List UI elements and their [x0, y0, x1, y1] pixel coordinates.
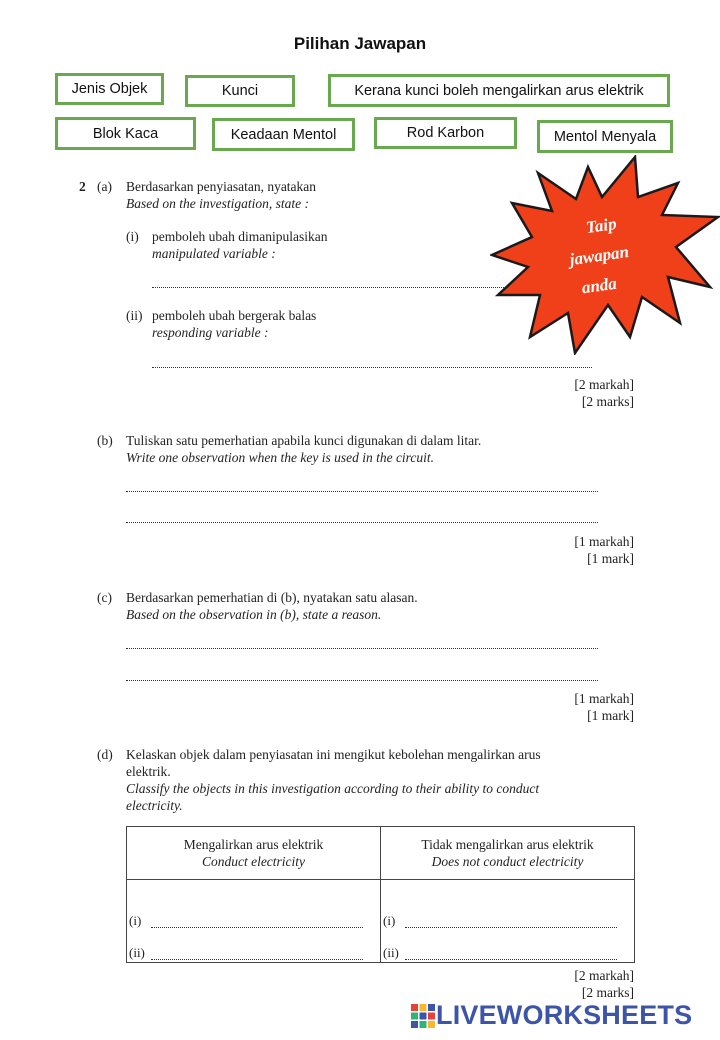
liveworksheets-icon [410, 1003, 436, 1029]
marks-c-ms: [1 markah] [574, 691, 634, 706]
liveworksheets-wordmark: LIVEWORKSHEETS [436, 1000, 693, 1030]
marks-c [574, 690, 634, 724]
marks-b-ms: [1 markah] [574, 534, 634, 549]
part-d-text-ms-1: Kelaskan objek dalam penyiasatan ini mengikut kebolehan mengalirkan arus [126, 747, 541, 762]
answer-choice-mentol-menyala[interactable]: Mentol Menyala [537, 120, 673, 153]
answer-line-c-1[interactable] [126, 648, 598, 649]
answer-choice-keadaan-mentol[interactable]: Keadaan Mentol [212, 118, 355, 151]
part-a-ii-label: (ii) [126, 308, 143, 323]
answer-choice-kunci[interactable]: Kunci [185, 75, 295, 107]
liveworksheets-logo [410, 1000, 692, 1031]
part-d-text-en-1: Classify the objects in this investigation according to their ability to conduct [126, 781, 540, 796]
answer-choice-rod-karbon[interactable]: Rod Karbon [374, 117, 517, 149]
part-a-text-en: Based on the investigation, state : [126, 196, 309, 211]
part-c-text-ms: Berdasarkan pemerhatian di (b), nyatakan satu alasan. [126, 590, 418, 605]
marks-b [574, 533, 634, 567]
stamp-line-3: anda [580, 273, 618, 298]
not-conduct-answers-cell [381, 880, 635, 963]
part-a-ii-text-en: responding variable : [152, 325, 269, 340]
col-conduct-en: Conduct electricity [201, 854, 306, 869]
part-a-ii-text-ms: pemboleh ubah bergerak balas [152, 308, 317, 323]
answer-line-a-i[interactable] [152, 287, 532, 288]
row-i-label: (i) [129, 913, 142, 928]
page-title: Pilihan Jawapan [293, 34, 427, 53]
answer-line-a-ii[interactable] [152, 367, 592, 368]
marks-d-en: [2 marks] [581, 985, 634, 1000]
part-d-label: (d) [97, 747, 113, 762]
marks-d-ms: [2 markah] [574, 968, 634, 983]
col-not-conduct-header [381, 827, 635, 880]
col-not-conduct-ms: Tidak mengalirkan arus elektrik [421, 837, 594, 852]
marks-a [574, 376, 634, 410]
answer-line-d-conduct-ii[interactable] [151, 959, 363, 960]
answer-line-b-2[interactable] [126, 522, 598, 523]
part-a-text-ms: Berdasarkan penyiasatan, nyatakan [126, 179, 317, 194]
type-answer-starburst [490, 155, 720, 355]
part-c-text-en: Based on the observation in (b), state a reason. [126, 607, 382, 622]
conduct-answers-cell [127, 880, 381, 963]
marks-c-en: [1 mark] [587, 708, 634, 723]
part-b-text-en: Write one observation when the key is used in the circuit. [126, 450, 435, 465]
question-number: 2 [79, 179, 86, 194]
answer-line-d-not-conduct-ii[interactable] [405, 959, 617, 960]
answer-line-c-2[interactable] [126, 680, 598, 681]
part-a-label: (a) [97, 179, 112, 194]
marks-d [574, 967, 634, 1001]
part-d-text-en-2: electricity. [126, 798, 183, 813]
part-b-label: (b) [97, 433, 113, 448]
marks-a-ms: [2 markah] [574, 377, 634, 392]
answer-line-b-1[interactable] [126, 491, 598, 492]
stamp-line-1: Taip [584, 214, 618, 238]
answer-choice-blok-kaca[interactable]: Blok Kaca [55, 117, 196, 150]
stamp-line-2: jawapan [568, 242, 631, 270]
part-b-text-ms: Tuliskan satu pemerhatian apabila kunci digunakan di dalam litar. [126, 433, 482, 448]
marks-a-en: [2 marks] [581, 394, 634, 409]
answer-choice-kerana-kunci[interactable]: Kerana kunci boleh mengalirkan arus elektrik [328, 74, 670, 107]
col-conduct-ms: Mengalirkan arus elektrik [183, 837, 324, 852]
part-d-text-ms-2: elektrik. [126, 764, 171, 779]
marks-b-en: [1 mark] [587, 551, 634, 566]
part-a-i-text-ms: pemboleh ubah dimanipulasikan [152, 229, 328, 244]
row-i-label: (i) [383, 913, 396, 928]
row-ii-label: (ii) [129, 945, 145, 960]
part-a-i-text-en: manipulated variable : [152, 246, 276, 261]
row-ii-label: (ii) [383, 945, 399, 960]
col-conduct-header [127, 827, 381, 880]
part-a-i-label: (i) [126, 229, 139, 244]
answer-line-d-conduct-i[interactable] [151, 927, 363, 928]
answer-choice-jenis-objek[interactable]: Jenis Objek [55, 73, 164, 105]
answer-line-d-not-conduct-i[interactable] [405, 927, 617, 928]
col-not-conduct-en: Does not conduct electricity [431, 854, 584, 869]
classification-table [126, 826, 635, 963]
part-c-label: (c) [97, 590, 112, 605]
